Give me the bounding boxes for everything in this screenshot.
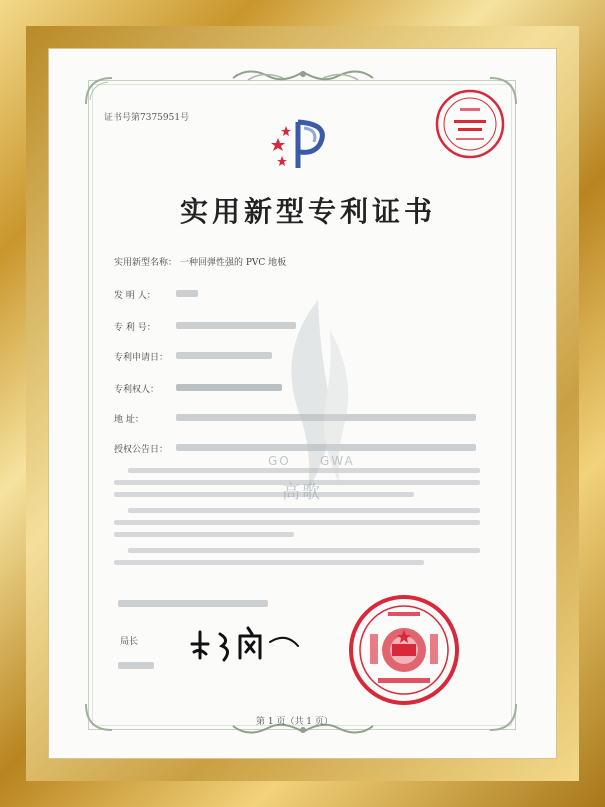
paragraph-line	[114, 520, 480, 525]
certificate-title: 实用新型专利证书	[180, 195, 437, 228]
paragraph-line	[114, 560, 424, 565]
watermark-right-text: GWA	[320, 454, 355, 468]
certificate-number: 证书号第7375951号	[104, 113, 190, 123]
director-label: 局长	[120, 637, 139, 647]
bottom-info-line	[118, 600, 268, 607]
patent-number-label: 专 利 号：	[114, 323, 156, 333]
address-label: 地 址：	[114, 415, 144, 425]
patent-office-small-stamp-icon	[434, 88, 506, 160]
paragraph-line	[114, 532, 294, 537]
corner-ornament-icon	[84, 76, 114, 106]
model-name-label: 实用新型名称：	[114, 258, 178, 268]
inventor-label: 发 明 人：	[114, 291, 156, 301]
paragraph-line	[128, 548, 480, 553]
inventor-value	[176, 290, 198, 297]
model-name-value: 一种回弹性强的 PVC 地板	[180, 258, 287, 268]
auth-date-label: 授权公告日：	[114, 445, 169, 455]
patent-office-logo-icon	[268, 116, 340, 172]
patent-office-seal-icon	[348, 594, 460, 706]
page-footer: 第 1 页（共 1 页）	[256, 717, 333, 727]
director-signature-icon	[186, 622, 306, 666]
signer-label	[118, 662, 154, 669]
corner-ornament-icon	[488, 702, 518, 732]
corner-ornament-icon	[84, 702, 114, 732]
filing-date-label: 专利申请日：	[114, 353, 169, 363]
watermark-left-text: GO	[268, 454, 291, 468]
patentee-label: 专利权人：	[114, 385, 160, 395]
watermark-sub-text: 高歌	[282, 482, 322, 503]
top-ornament-icon	[228, 64, 378, 86]
